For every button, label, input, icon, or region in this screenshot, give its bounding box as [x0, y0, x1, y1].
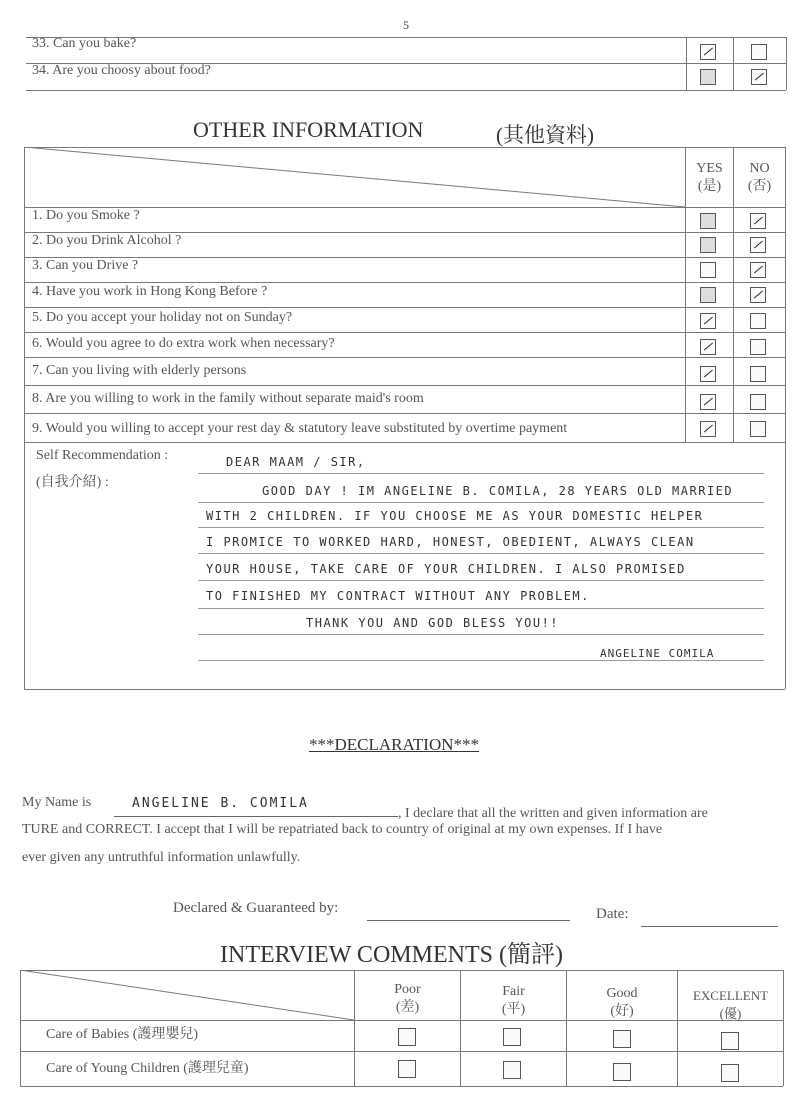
question-2: 2. Do you Drink Alcohol ? — [32, 233, 182, 248]
babies-fair-checkbox[interactable] — [503, 1028, 521, 1046]
self-rec-label-cn: (自我介紹) : — [36, 475, 109, 490]
declarant-name: ANGELINE B. COMILA — [132, 796, 309, 811]
self-rec-line-7: THANK YOU AND GOD BLESS YOU!! — [306, 616, 560, 630]
declaration-line-3: ever given any untruthful information unlawfully. — [22, 850, 301, 865]
children-poor-checkbox[interactable] — [398, 1060, 416, 1078]
q5-no-checkbox[interactable] — [750, 313, 766, 329]
question-4: 4. Have you work in Hong Kong Before ? — [32, 284, 268, 299]
date-label: Date: — [596, 906, 629, 922]
interview-title: INTERVIEW COMMENTS (簡評) — [220, 942, 563, 968]
q34-no-checkbox[interactable] — [751, 69, 767, 85]
header-diagonal — [24, 147, 685, 207]
row-care-of-young-children: Care of Young Children (護理兒童) — [46, 1061, 249, 1076]
date-line[interactable] — [641, 926, 778, 927]
question-1: 1. Do you Smoke ? — [32, 208, 140, 223]
babies-good-checkbox[interactable] — [613, 1030, 631, 1048]
self-rec-line-1: DEAR MAAM / SIR, — [226, 455, 366, 469]
question-33: 33. Can you bake? — [32, 36, 137, 51]
q3-yes-checkbox[interactable] — [700, 262, 716, 278]
q9-yes-checkbox[interactable] — [700, 421, 716, 437]
col-good: Good (好) — [606, 986, 638, 1019]
q9-no-checkbox[interactable] — [750, 421, 766, 437]
col-poor: Poor (差) — [394, 982, 421, 1015]
self-rec-line-2: GOOD DAY ! IM ANGELINE B. COMILA, 28 YEARS OLD MARRIED — [262, 484, 734, 498]
q4-no-checkbox[interactable] — [750, 287, 766, 303]
no-header: NO (否) — [747, 161, 772, 194]
q5-yes-checkbox[interactable] — [700, 313, 716, 329]
babies-excellent-checkbox[interactable] — [721, 1032, 739, 1050]
question-5: 5. Do you accept your holiday not on Sunday? — [32, 310, 293, 325]
children-excellent-checkbox[interactable] — [721, 1064, 739, 1082]
question-9: 9. Would you willing to accept your rest day & statutory leave substituted by overtime payment — [32, 421, 568, 436]
col-excellent: EXCELLENT (優) — [692, 988, 769, 1021]
declaration-title: ***DECLARATION*** — [309, 735, 479, 754]
question-34: 34. Are you choosy about food? — [32, 63, 211, 78]
q8-yes-checkbox[interactable] — [700, 394, 716, 410]
row-care-of-babies: Care of Babies (護理嬰兒) — [46, 1027, 199, 1042]
question-7: 7. Can you living with elderly persons — [32, 363, 247, 378]
question-6: 6. Would you agree to do extra work when necessary? — [32, 336, 335, 351]
declared-label: Declared & Guaranteed by: — [173, 900, 339, 916]
q1-yes-checkbox[interactable] — [700, 213, 716, 229]
self-rec-label: Self Recommendation : — [36, 448, 169, 463]
q2-no-checkbox[interactable] — [750, 237, 766, 253]
interview-header-diagonal — [20, 970, 354, 1020]
declaration-line-2: TURE and CORRECT. I accept that I will be repatriated back to country of original at my own expenses. If I have — [22, 822, 663, 837]
self-rec-line-5: YOUR HOUSE, TAKE CARE OF YOUR CHILDREN. I ALSO PROMISED — [206, 562, 686, 576]
declaration-name-prefix: My Name is — [22, 795, 92, 810]
self-rec-line-6: TO FINISHED MY CONTRACT WITHOUT ANY PROBLEM. — [206, 589, 590, 603]
other-info-title: OTHER INFORMATION — [193, 117, 424, 142]
col-fair: Fair (平) — [501, 984, 526, 1017]
q33-yes-checkbox[interactable] — [700, 44, 716, 60]
q1-no-checkbox[interactable] — [750, 213, 766, 229]
q7-no-checkbox[interactable] — [750, 366, 766, 382]
yes-header: YES (是) — [696, 161, 723, 194]
q2-yes-checkbox[interactable] — [700, 237, 716, 253]
self-rec-signature: ANGELINE COMILA — [600, 647, 715, 660]
q6-yes-checkbox[interactable] — [700, 339, 716, 355]
declaration-line-1: , I declare that all the written and given information are — [398, 806, 708, 821]
q33-no-checkbox[interactable] — [751, 44, 767, 60]
q34-yes-checkbox[interactable] — [700, 69, 716, 85]
declared-signature-line[interactable] — [367, 920, 570, 921]
question-3: 3. Can you Drive ? — [32, 258, 139, 273]
babies-poor-checkbox[interactable] — [398, 1028, 416, 1046]
other-info-title-cn: (其他資料) — [496, 123, 594, 147]
self-rec-line-4: I PROMICE TO WORKED HARD, HONEST, OBEDIENT, ALWAYS CLEAN — [206, 535, 695, 549]
q3-no-checkbox[interactable] — [750, 262, 766, 278]
question-8: 8. Are you willing to work in the family without separate maid's room — [32, 391, 424, 406]
q7-yes-checkbox[interactable] — [700, 366, 716, 382]
q6-no-checkbox[interactable] — [750, 339, 766, 355]
self-rec-line-3: WITH 2 CHILDREN. IF YOU CHOOSE ME AS YOUR DOMESTIC HELPER — [206, 509, 704, 523]
q4-yes-checkbox[interactable] — [700, 287, 716, 303]
children-good-checkbox[interactable] — [613, 1063, 631, 1081]
children-fair-checkbox[interactable] — [503, 1061, 521, 1079]
q8-no-checkbox[interactable] — [750, 394, 766, 410]
page-number: 5 — [403, 18, 409, 32]
